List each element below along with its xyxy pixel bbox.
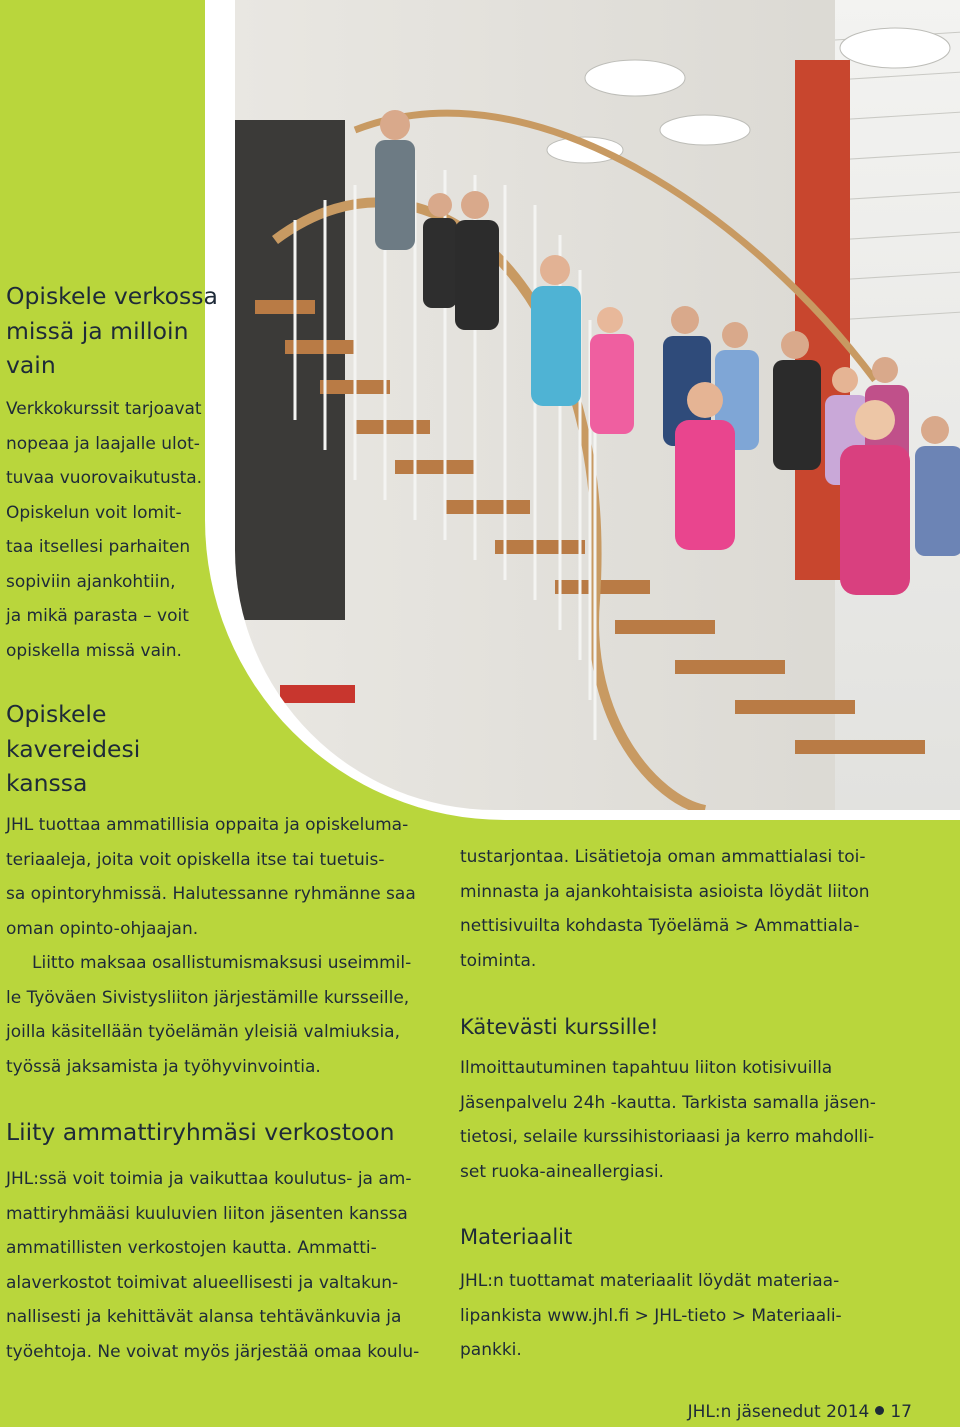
text-line: oman opinto-ohjaajan. xyxy=(6,918,199,939)
section-title-materials: Materiaalit xyxy=(460,1225,573,1249)
title-line: missä ja milloin xyxy=(6,316,189,345)
text-line: lipankista www.jhl.fi > JHL-tieto > Materiaali- xyxy=(460,1305,842,1326)
text-line: JHL tuottaa ammatillisia oppaita ja opiskeluma- xyxy=(6,815,409,835)
publication-name: JHL:n jäsenedut 2014 xyxy=(687,1402,870,1422)
text-line: Liitto maksaa osallistumismaksusi useimmil- xyxy=(32,953,412,973)
text-line: sa opintoryhmissä. Halutessanne ryhmänne saa xyxy=(6,884,416,904)
text-line: tietosi, selaile kurssihistoriaasi ja kerro mahdolli- xyxy=(460,1127,875,1147)
text-line: teriaaleja, joita voit opiskella itse tai tuetuis- xyxy=(6,849,385,870)
text-line: le Työväen Sivistysliiton järjestämille kursseille, xyxy=(6,987,410,1008)
text-line: set ruoka-aineallergiasi. xyxy=(460,1161,664,1182)
text-line: Ilmoittautuminen tapahtuu liiton kotisivuilla xyxy=(460,1058,833,1078)
text-line: minnasta ja ajankohtaisista asioista löydät liiton xyxy=(460,881,870,902)
title-line: kanssa xyxy=(6,769,88,797)
section-title-study-with-friends xyxy=(6,697,140,801)
section-title-easy-courses: Kätevästi kurssille! xyxy=(460,1015,659,1039)
page-footer xyxy=(688,1400,912,1424)
section-title-study-online xyxy=(6,279,218,383)
section-body-study-with-friends xyxy=(6,808,416,1084)
text-line: alaverkostot toimivat alueellisesti ja valtakun- xyxy=(6,1272,399,1293)
text-line: ja mikä parasta – voit xyxy=(6,606,189,626)
title-line: Opiskele verkossa xyxy=(6,282,218,310)
section-body-study-online xyxy=(6,392,202,668)
text-line: Opiskelun voit lomit- xyxy=(6,502,182,523)
text-line: mattiryhmääsi kuuluvien liiton jäsenten kanssa xyxy=(6,1203,408,1224)
text-line: työssä jaksamista ja työhyvinvointia. xyxy=(6,1056,321,1077)
text-line: Jäsenpalvelu 24h -kautta. Tarkista samalla jäsen- xyxy=(460,1092,876,1113)
text-line: sopiviin ajankohtiin, xyxy=(6,571,176,592)
text-line: pankki. xyxy=(460,1340,522,1360)
title-line: kavereidesi xyxy=(6,734,141,763)
text-line: ammatillisten verkostojen kautta. Ammatti- xyxy=(6,1238,377,1258)
text-line: Verkkokurssit tarjoavat xyxy=(6,399,202,419)
text-line: JHL:n tuottamat materiaalit löydät materiaa- xyxy=(460,1271,840,1291)
text-line: tustarjontaa. Lisätietoja oman ammattialasi toi- xyxy=(460,847,866,867)
title-line: Opiskele xyxy=(6,700,107,728)
title-line: vain xyxy=(6,351,56,379)
text-line: nettisivuilta kohdasta Työelämä > Ammattiala- xyxy=(460,916,860,936)
section-body-easy-courses xyxy=(460,1051,876,1189)
text-line: joilla käsitellään työelämän yleisiä valmiuksia, xyxy=(6,1022,400,1042)
section-body-materials xyxy=(460,1264,842,1368)
page-number: 17 xyxy=(890,1402,912,1422)
text-line: taa itsellesi parhaiten xyxy=(6,537,191,557)
photo-frame xyxy=(205,0,960,820)
text-line: opiskella missä vain. xyxy=(6,640,182,661)
text-line: JHL:ssä voit toimia ja vaikuttaa koulutus- ja am- xyxy=(6,1169,412,1189)
text-line: tuvaa vuorovaikutusta. xyxy=(6,468,203,488)
section-title-join-network: Liity ammattiryhmäsi verkostoon xyxy=(6,1118,395,1146)
text-line: nopeaa ja laajalle ulot- xyxy=(6,433,200,454)
bullet-dot-icon xyxy=(875,1406,884,1415)
text-line: toiminta. xyxy=(460,950,537,971)
section-body-join-network xyxy=(6,1162,419,1369)
group-photo-staircase xyxy=(235,0,960,810)
text-line: työehtoja. Ne voivat myös järjestää omaa koulu- xyxy=(6,1341,420,1362)
text-line: nallisesti ja kehittävät alansa tehtävänkuvia ja xyxy=(6,1307,402,1327)
section-body-network-continued xyxy=(460,840,870,978)
